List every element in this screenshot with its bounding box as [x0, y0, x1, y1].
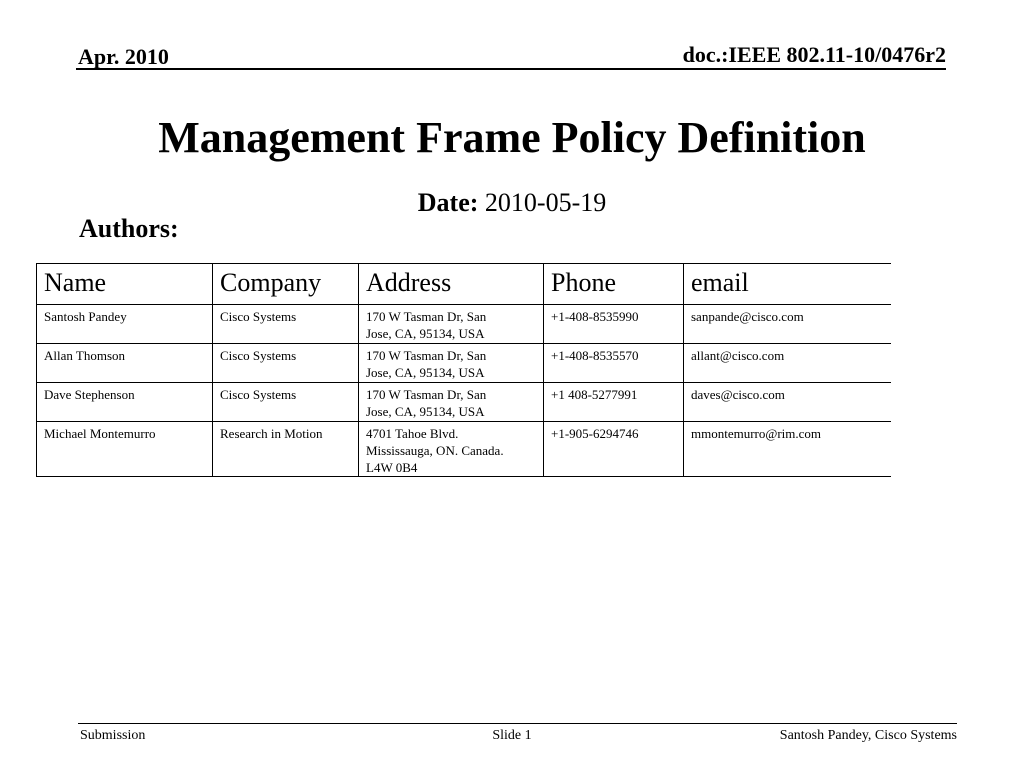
author-phone: +1 408-5277991 [544, 383, 684, 422]
address-line: 170 W Tasman Dr, San [366, 309, 487, 324]
author-email: allant@cisco.com [684, 344, 891, 383]
address-line: L4W 0B4 [366, 460, 418, 475]
footer-divider [78, 723, 957, 724]
authors-table [36, 263, 891, 477]
author-address [359, 383, 544, 422]
header-date: Apr. 2010 [78, 44, 169, 69]
slide-title: Management Frame Policy Definition [158, 113, 866, 162]
table-row [37, 344, 891, 383]
authors-label: Authors: [79, 214, 179, 243]
address-line: 4701 Tahoe Blvd. [366, 426, 459, 441]
author-phone: +1-408-8535570 [544, 344, 684, 383]
author-email: daves@cisco.com [684, 383, 891, 422]
address-line: 170 W Tasman Dr, San [366, 348, 487, 363]
table-header-row [37, 264, 891, 305]
address-line: Jose, CA, 95134, USA [366, 326, 485, 341]
address-line: Jose, CA, 95134, USA [366, 404, 485, 419]
header-doc-id: doc.:IEEE 802.11-10/0476r2 [682, 42, 946, 67]
footer-author: Santosh Pandey, Cisco Systems [779, 728, 957, 743]
column-header-phone: Phone [544, 264, 684, 305]
author-name: Dave Stephenson [37, 383, 213, 422]
column-header-name: Name [37, 264, 213, 305]
author-name: Santosh Pandey [37, 305, 213, 344]
address-line: 170 W Tasman Dr, San [366, 387, 487, 402]
author-email: sanpande@cisco.com [684, 305, 891, 344]
author-company: Cisco Systems [213, 383, 359, 422]
column-header-company: Company [213, 264, 359, 305]
date-value: 2010-05-19 [484, 188, 607, 217]
author-email: mmontemurro@rim.com [684, 422, 891, 477]
column-header-address: Address [359, 264, 544, 305]
author-address [359, 422, 544, 477]
author-name: Allan Thomson [37, 344, 213, 383]
table-row [37, 383, 891, 422]
table-row [37, 422, 891, 477]
date-label: Date: [417, 188, 479, 217]
header-divider [76, 68, 946, 70]
footer-slide-number: Slide 1 [492, 728, 532, 743]
author-address [359, 344, 544, 383]
author-company: Research in Motion [213, 422, 359, 477]
column-header-email: email [684, 264, 891, 305]
table-row [37, 305, 891, 344]
author-name: Michael Montemurro [37, 422, 213, 477]
author-phone: +1-905-6294746 [544, 422, 684, 477]
author-phone: +1-408-8535990 [544, 305, 684, 344]
author-company: Cisco Systems [213, 344, 359, 383]
address-line: Jose, CA, 95134, USA [366, 365, 485, 380]
address-line: Mississauga, ON. Canada. [366, 443, 504, 458]
footer-submission: Submission [80, 728, 146, 743]
author-company: Cisco Systems [213, 305, 359, 344]
author-address [359, 305, 544, 344]
